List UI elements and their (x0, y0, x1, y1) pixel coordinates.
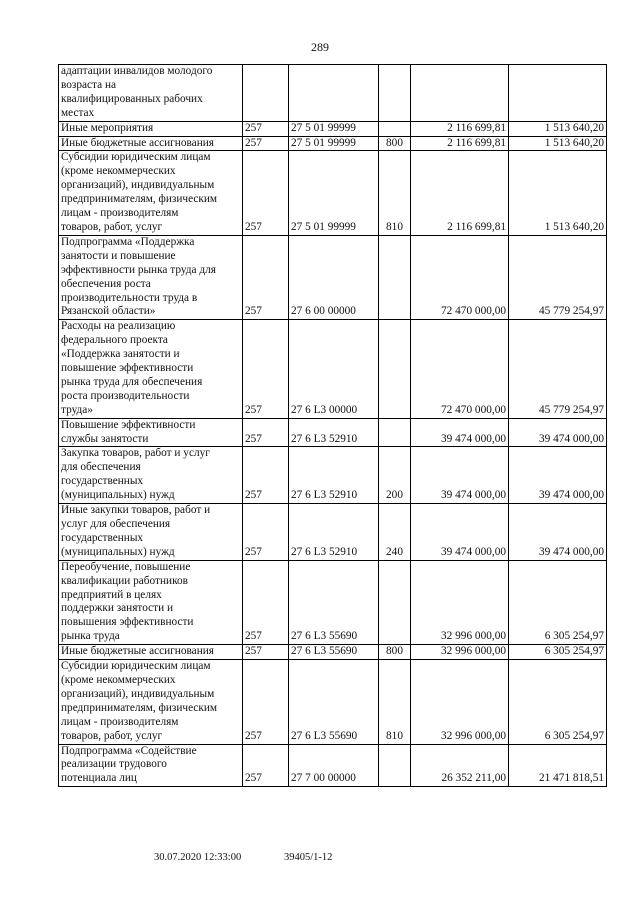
table-row (59, 447, 607, 504)
expense-name-cell (59, 151, 243, 235)
expense-name-line: предпринимателям, физическим (61, 193, 218, 206)
planned-amount-cell: 32 996 000,00 (411, 660, 509, 744)
executed-amount-cell: 6 305 254,97 (509, 560, 607, 644)
planned-amount-cell: 32 996 000,00 (411, 645, 509, 660)
expense-name-line: товаров, работ, услуг (61, 729, 163, 742)
expense-name-line: Иные бюджетные ассигнования (61, 136, 214, 149)
table-row (59, 65, 607, 122)
expense-name-line: рынка труда для обеспечения (61, 375, 203, 388)
expense-name-line: лицам - производителям (61, 207, 179, 220)
target-article-cell: 27 6 L3 52910 (289, 504, 379, 561)
planned-amount-cell: 32 996 000,00 (411, 560, 509, 644)
executed-amount-cell: 45 779 254,97 (509, 235, 607, 319)
expense-name-line: для обеспечения (61, 461, 141, 474)
expense-name-line: «Поддержка занятости и (61, 348, 180, 361)
expense-type-cell: 810 (379, 151, 411, 235)
target-article-cell: 27 7 00 00000 (289, 744, 379, 787)
admin-code-cell: 257 (243, 151, 289, 235)
page-number: 289 (311, 40, 329, 54)
expense-name-line: предпринимателям, физическим (61, 701, 218, 714)
table-row (59, 151, 607, 235)
admin-code-cell: 257 (243, 504, 289, 561)
planned-amount-cell: 39 474 000,00 (411, 504, 509, 561)
expense-name-cell (59, 744, 243, 787)
expense-name-line: (муниципальных) нужд (61, 545, 175, 558)
planned-amount-cell: 39 474 000,00 (411, 418, 509, 447)
table-row (59, 418, 607, 447)
expense-name-line: Иные закупки товаров, работ и (61, 504, 211, 517)
admin-code-cell: 257 (243, 418, 289, 447)
expense-name-line: обеспечения роста (61, 277, 151, 290)
target-article-cell: 27 6 L3 55690 (289, 660, 379, 744)
executed-amount-cell: 1 513 640,20 (509, 136, 607, 151)
executed-amount-cell: 21 471 818,51 (509, 744, 607, 787)
expense-name-cell (59, 65, 243, 122)
planned-amount-cell: 26 352 211,00 (411, 744, 509, 787)
expense-type-cell (379, 235, 411, 319)
target-article-cell: 27 5 01 99999 (289, 151, 379, 235)
expense-name-line: Субсидии юридическим лицам (61, 151, 211, 164)
admin-code-cell (243, 65, 289, 122)
expense-name-cell (59, 235, 243, 319)
admin-code-cell: 257 (243, 136, 289, 151)
executed-amount-cell: 39 474 000,00 (509, 418, 607, 447)
executed-amount-cell: 6 305 254,97 (509, 660, 607, 744)
expense-type-cell (379, 121, 411, 136)
expense-name-line: рынка труда (61, 630, 120, 643)
executed-amount-cell: 1 513 640,20 (509, 121, 607, 136)
planned-amount-cell: 72 470 000,00 (411, 235, 509, 319)
expense-name-cell (59, 560, 243, 644)
expense-name-line: квалифицированных рабочих (61, 92, 203, 105)
expense-name-cell (59, 136, 243, 151)
expense-name-line: роста производительности (61, 389, 190, 402)
expense-name-line: службы занятости (61, 432, 149, 445)
expense-name-line: Переобучение, повышение (61, 560, 191, 573)
expense-type-cell: 240 (379, 504, 411, 561)
expense-name-line: производительности труда в (61, 291, 198, 304)
executed-amount-cell: 6 305 254,97 (509, 645, 607, 660)
expense-name-line: повышение эффективности (61, 362, 194, 375)
expense-name-cell (59, 447, 243, 504)
table-row (59, 121, 607, 136)
target-article-cell: 27 6 L3 55690 (289, 560, 379, 644)
target-article-cell: 27 6 L3 55690 (289, 645, 379, 660)
expense-name-line: (кроме некоммерческих (61, 165, 176, 178)
expense-name-line: (муниципальных) нужд (61, 489, 175, 502)
expense-name-line: Иные бюджетные ассигнования (61, 645, 214, 658)
expense-name-line: лицам - производителям (61, 715, 179, 728)
expense-name-line: (кроме некоммерческих (61, 673, 176, 686)
expense-name-line: организаций), индивидуальным (61, 179, 215, 192)
expense-name-line: товаров, работ, услуг (61, 220, 163, 233)
expense-name-line: услуг для обеспечения (61, 518, 171, 530)
expense-type-cell: 810 (379, 660, 411, 744)
expense-type-cell (379, 744, 411, 787)
table-row (59, 504, 607, 561)
expense-name-line: Закупка товаров, работ и услуг (61, 447, 210, 460)
expense-name-line: труда» (61, 403, 93, 416)
expense-name-line: Подпрограмма «Поддержка (61, 235, 195, 248)
expense-name-line: Субсидии юридическим лицам (61, 660, 211, 673)
expense-name-cell (59, 121, 243, 136)
expense-name-cell (59, 645, 243, 660)
expense-name-line: государственных (61, 475, 144, 488)
table-row (59, 660, 607, 744)
footer-timestamp: 30.07.2020 12:33:00 (154, 852, 242, 863)
expense-name-cell (59, 504, 243, 561)
expense-type-cell: 200 (379, 447, 411, 504)
target-article-cell: 27 5 01 99999 (289, 121, 379, 136)
target-article-cell: 27 5 01 99999 (289, 136, 379, 151)
target-article-cell: 27 6 L3 52910 (289, 418, 379, 447)
admin-code-cell: 257 (243, 235, 289, 319)
expense-type-cell: 800 (379, 136, 411, 151)
admin-code-cell: 257 (243, 560, 289, 644)
expense-name-line: местах (61, 106, 95, 119)
target-article-cell (289, 65, 379, 122)
executed-amount-cell: 45 779 254,97 (509, 320, 607, 418)
expense-name-line: Иные мероприятия (61, 121, 154, 134)
expense-name-line: Повышение эффективности (61, 418, 196, 431)
executed-amount-cell: 39 474 000,00 (509, 447, 607, 504)
expense-name-cell (59, 320, 243, 418)
executed-amount-cell: 1 513 640,20 (509, 151, 607, 235)
admin-code-cell: 257 (243, 320, 289, 418)
expense-name-line: возраста на (61, 78, 117, 91)
expense-name-line: потенциала лиц (61, 772, 137, 785)
expense-type-cell: 800 (379, 645, 411, 660)
planned-amount-cell: 2 116 699,81 (411, 151, 509, 235)
expense-name-line: эффективности рынка труда для (61, 263, 216, 276)
target-article-cell: 27 6 L3 00000 (289, 320, 379, 418)
expense-name-line: занятости и повышение (61, 249, 176, 262)
expense-name-line: Подпрограмма «Содействие (61, 744, 197, 757)
expense-name-cell (59, 418, 243, 447)
table-row (59, 320, 607, 418)
expense-type-cell (379, 560, 411, 644)
expense-name-line: государственных (61, 531, 144, 544)
table-row (59, 136, 607, 151)
expense-name-line: Расходы на реализацию (61, 320, 176, 333)
target-article-cell: 27 6 L3 52910 (289, 447, 379, 504)
admin-code-cell: 257 (243, 121, 289, 136)
expense-name-line: повышения эффективности (61, 616, 194, 629)
planned-amount-cell (411, 65, 509, 122)
executed-amount-cell: 39 474 000,00 (509, 504, 607, 561)
admin-code-cell: 257 (243, 744, 289, 787)
budget-table-body (59, 65, 607, 787)
table-row (59, 645, 607, 660)
expense-name-line: поддержки занятости и (61, 602, 173, 615)
executed-amount-cell (509, 65, 607, 122)
expense-type-cell (379, 418, 411, 447)
table-row (59, 235, 607, 319)
expense-type-cell (379, 320, 411, 418)
expense-name-line: квалификации работников (61, 574, 188, 587)
table-row (59, 744, 607, 787)
planned-amount-cell: 72 470 000,00 (411, 320, 509, 418)
expense-name-line: Рязанской области» (61, 305, 156, 318)
admin-code-cell: 257 (243, 660, 289, 744)
budget-table (58, 64, 607, 787)
expense-name-line: федерального проекта (61, 334, 168, 347)
planned-amount-cell: 2 116 699,81 (411, 136, 509, 151)
admin-code-cell: 257 (243, 645, 289, 660)
planned-amount-cell: 2 116 699,81 (411, 121, 509, 136)
expense-name-line: адаптации инвалидов молодого (61, 65, 213, 77)
planned-amount-cell: 39 474 000,00 (411, 447, 509, 504)
target-article-cell: 27 6 00 00000 (289, 235, 379, 319)
table-row (59, 560, 607, 644)
expense-name-line: организаций), индивидуальным (61, 687, 215, 700)
expense-name-cell (59, 660, 243, 744)
footer-document-number: 39405/1-12 (284, 852, 333, 863)
expense-name-line: предприятий в целях (61, 588, 162, 601)
expense-name-line: реализации трудового (61, 758, 167, 771)
expense-type-cell (379, 65, 411, 122)
admin-code-cell: 257 (243, 447, 289, 504)
